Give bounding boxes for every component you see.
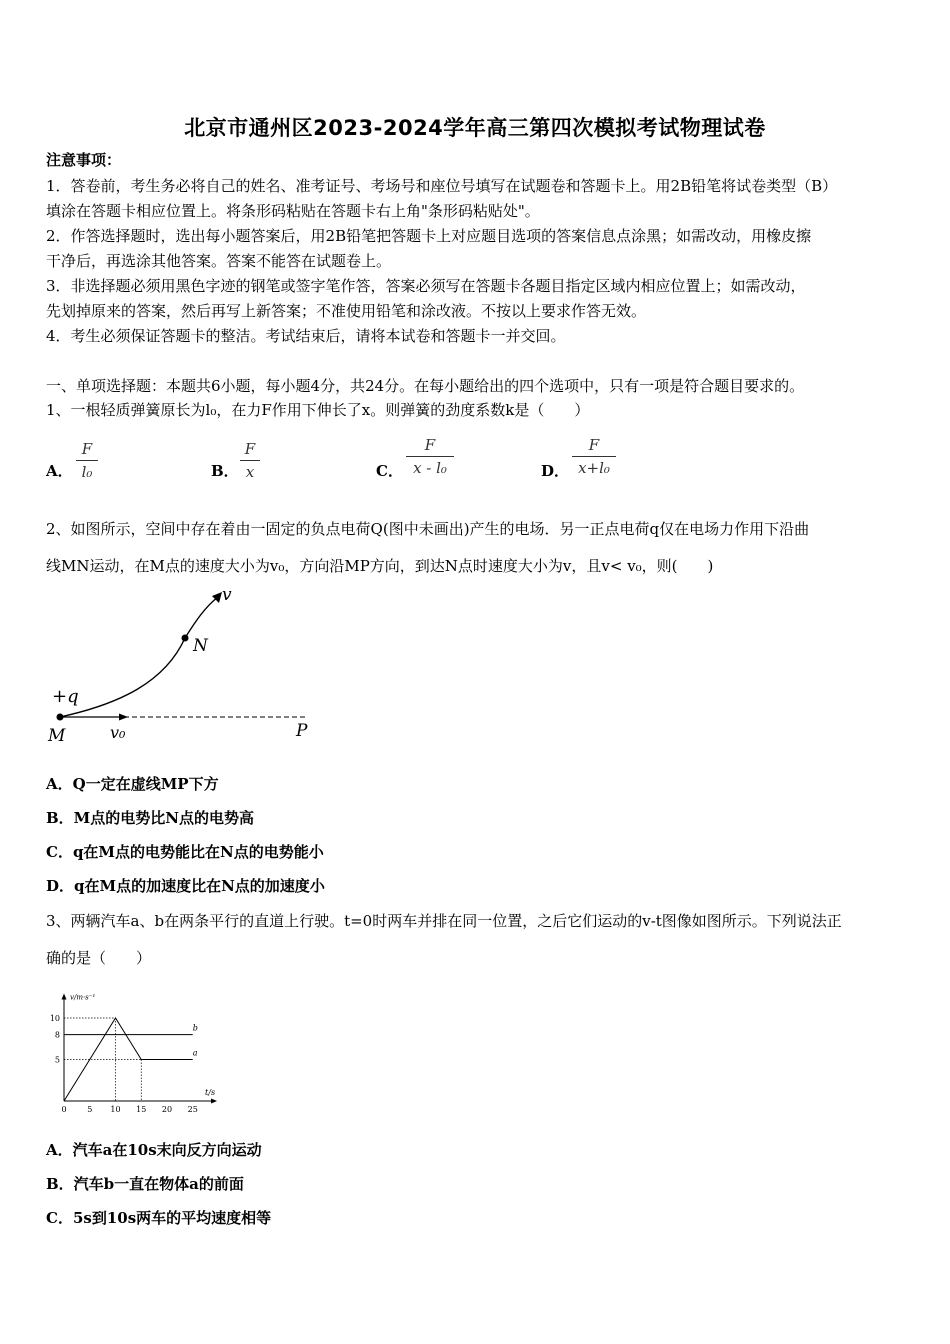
question-3-stem: 3、两辆汽车a、b在两条平行的直道上行驶。t=0时两车并排在同一位置，之后它们运动的v-t图像如图所示。下列说法正 — [46, 912, 842, 930]
fraction-denominator: x+l₀ — [578, 459, 610, 477]
notice-line: 先划掉原来的答案，然后再写上新答案；不准使用铅笔和涂改液。不按以上要求作答无效。 — [46, 302, 647, 320]
x-axis-label: t/s — [205, 1088, 216, 1097]
fraction-numerator: F — [81, 440, 93, 458]
arrowhead-icon — [119, 714, 128, 721]
question-3-stem-cont: 确的是（ ） — [46, 949, 152, 967]
notice-heading: 注意事项： — [46, 151, 122, 169]
x-tick-label: 15 — [136, 1105, 147, 1114]
notice-line: 填涂在答题卡相应位置上。将条形码粘贴在答题卡右上角"条形码粘贴处"。 — [46, 202, 540, 220]
notice-line: 1．答卷前，考生务必将自己的姓名、准考证号、考场号和座位号填写在试题卷和答题卡上。用2B铅笔将试卷类型（B） — [46, 177, 838, 195]
y-tick-label: 10 — [49, 1014, 60, 1023]
x-tick-label: 20 — [161, 1105, 173, 1114]
y-axis-label: v/m·s⁻¹ — [70, 993, 96, 1002]
x-tick-label: 0 — [61, 1105, 67, 1114]
y-axis-arrow-icon — [62, 994, 67, 1000]
notice-line: 3．非选择题必须用黑色字迹的钢笔或签字笔作答，答案必须写在答题卡各题目指定区域内相应位置上；如需改动， — [46, 277, 806, 295]
y-tick-label: 5 — [54, 1055, 60, 1065]
q1-option-d-label: D． — [541, 462, 570, 480]
question-2-stem: 2、如图所示，空间中存在着由一固定的负点电荷Q(图中未画出)产生的电场．另一正点电荷q仅在电场力作用下沿曲 — [46, 520, 810, 538]
point-m-label: M — [48, 726, 66, 746]
velocity-v-label: v — [222, 585, 232, 605]
point-n-label: N — [193, 636, 208, 656]
q1-option-a-label: A． — [46, 462, 73, 480]
q3-option-c: C．5s到10s两车的平均速度相等 — [46, 1209, 272, 1227]
x-axis-arrow-icon — [211, 1099, 217, 1104]
q2-option-c: C．q在M点的电势能比在N点的电势能小 — [46, 843, 324, 861]
q1-option-d-fraction — [572, 436, 616, 477]
q3-option-b: B．汽车b一直在物体a的前面 — [46, 1175, 244, 1193]
fraction-bar — [406, 456, 454, 457]
point-n — [182, 635, 189, 642]
q2-option-b: B．M点的电势比N点的电势高 — [46, 809, 254, 827]
q1-option-c-fraction — [406, 436, 454, 477]
q3-option-a: A．汽车a在10s末向反方向运动 — [46, 1141, 262, 1159]
trajectory-diagram — [40, 582, 330, 752]
fraction-denominator: x - l₀ — [413, 459, 447, 477]
q1-option-a-fraction — [76, 440, 98, 481]
fraction-bar — [572, 456, 616, 457]
fraction-numerator: F — [588, 436, 600, 454]
fraction-denominator: x — [245, 463, 255, 481]
q1-option-c-label: C． — [376, 462, 403, 480]
point-m — [57, 714, 64, 721]
x-tick-label: 25 — [187, 1105, 198, 1114]
point-p-label: P — [296, 721, 308, 741]
q2-option-d: D．q在M点的加速度比在N点的加速度小 — [46, 877, 325, 895]
x-tick-label: 10 — [110, 1105, 121, 1114]
trajectory-curve — [60, 597, 218, 717]
series-label-a: a — [192, 1048, 198, 1058]
notice-line: 4．考生必须保证答题卡的整洁。考试结束后，请将本试卷和答题卡一并交回。 — [46, 327, 566, 345]
fraction-numerator: F — [244, 440, 256, 458]
section-heading: 一、单项选择题：本题共6小题，每小题4分，共24分。在每小题给出的四个选项中，只有一项是符合题目要求的。 — [46, 377, 805, 395]
x-tick-label: 5 — [87, 1105, 93, 1114]
fraction-bar — [240, 460, 260, 461]
q2-option-a: A．Q一定在虚线MP下方 — [46, 775, 219, 793]
vt-chart — [40, 980, 240, 1120]
q1-option-b-fraction — [240, 440, 260, 481]
fraction-numerator: F — [424, 436, 436, 454]
fraction-denominator: l₀ — [81, 463, 93, 481]
question-2-stem-cont: 线MN运动，在M点的速度大小为v₀，方向沿MP方向，到达N点时速度大小为v，且v< v₀，则( ) — [46, 557, 714, 575]
notice-line: 2．作答选择题时，选出每小题答案后，用2B铅笔把答题卡上对应题目选项的答案信息点涂黑；如需改动，用橡皮擦 — [46, 227, 812, 245]
series-label-b: b — [192, 1023, 198, 1033]
y-tick-label: 8 — [54, 1030, 60, 1040]
charge-label: +q — [52, 686, 79, 707]
velocity-v0-label: v₀ — [110, 723, 126, 742]
q1-option-b-label: B． — [211, 462, 239, 480]
question-1-stem: 1、一根轻质弹簧原长为l₀，在力F作用下伸长了x。则弹簧的劲度系数k是（ ） — [46, 401, 590, 419]
fraction-bar — [76, 460, 98, 461]
page-title: 北京市通州区2023-2024学年高三第四次模拟考试物理试卷 — [184, 116, 766, 140]
notice-line: 干净后，再选涂其他答案。答案不能答在试题卷上。 — [46, 252, 392, 270]
